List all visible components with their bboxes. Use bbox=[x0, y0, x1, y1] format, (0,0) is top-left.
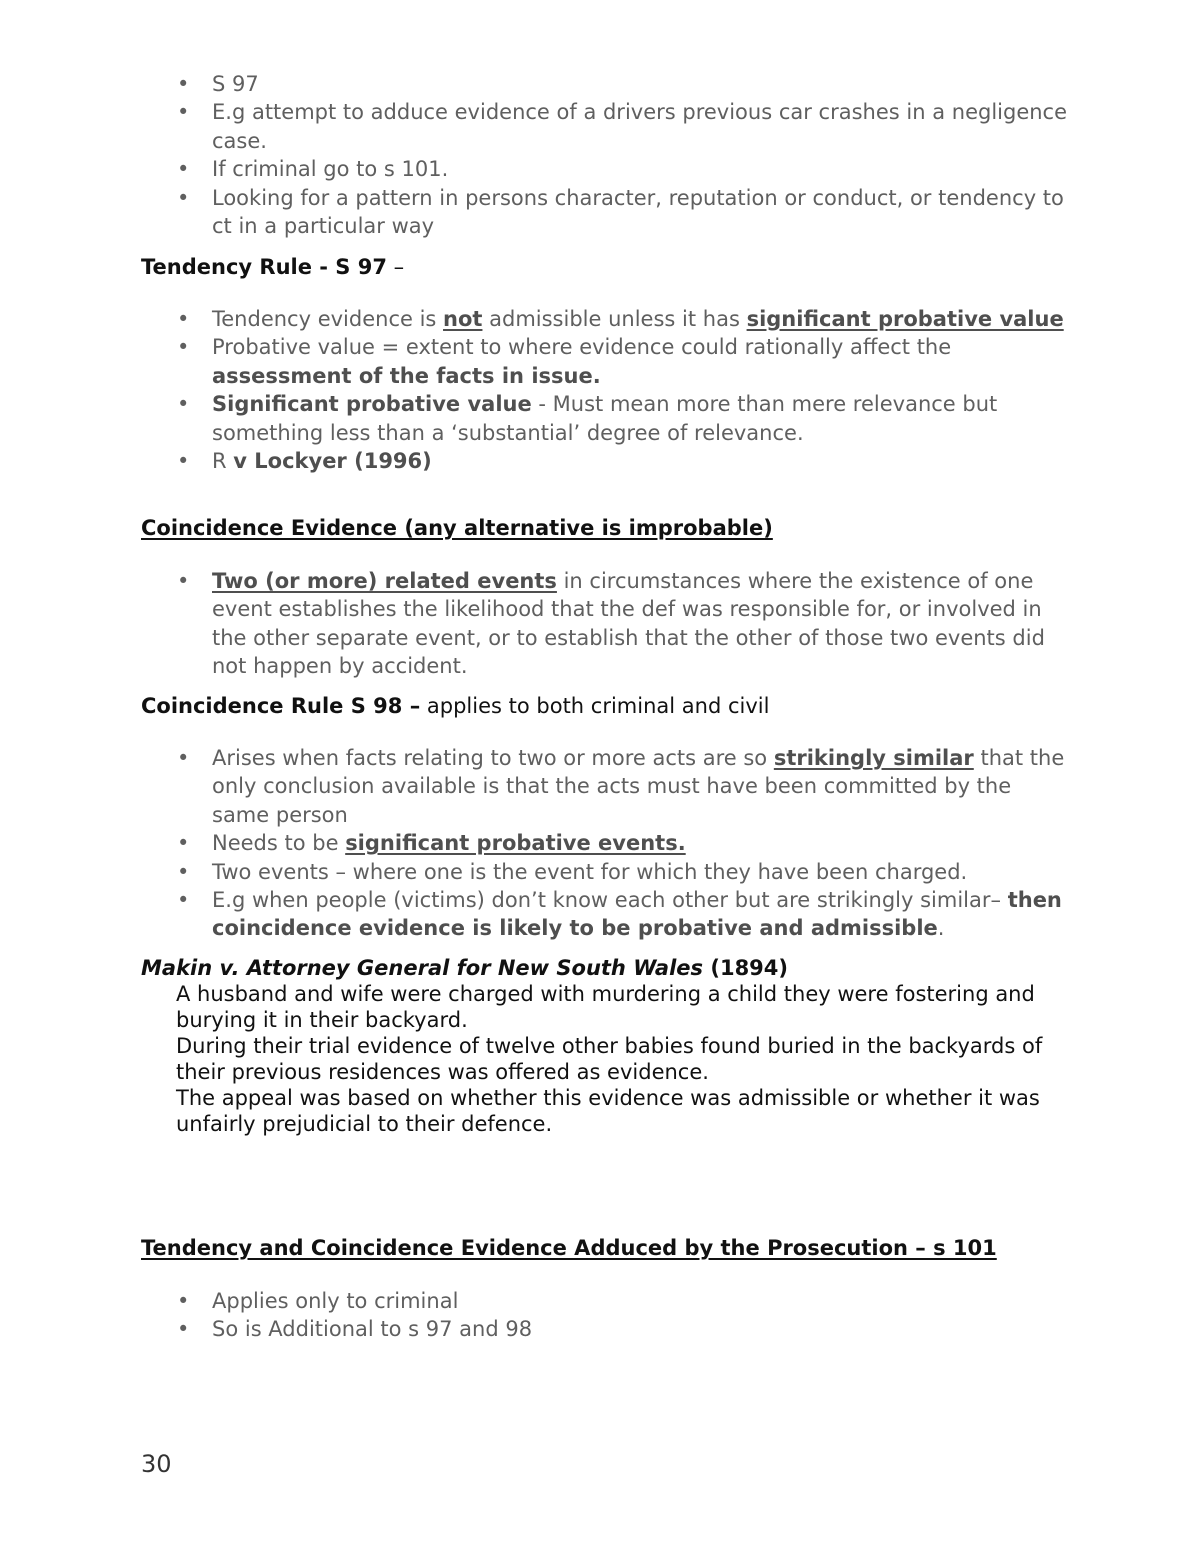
list-item: • Needs to be significant probative events. bbox=[141, 829, 1071, 857]
case-paragraph: A husband and wife were charged with murdering a child they were fostering and burying it in their backyard. bbox=[176, 982, 1035, 1032]
case-paragraph: During their trial evidence of twelve other babies found buried in the backyards of their previous residences was offered as evidence. bbox=[176, 1034, 1043, 1084]
case-title: Makin v. Attorney General for New South Wales (1894) bbox=[141, 956, 789, 980]
tendency-rule-heading: Tendency Rule - S 97 – bbox=[141, 255, 405, 279]
list-item: • Tendency evidence is not admissible unless it has significant probative value bbox=[141, 305, 1071, 333]
list-item: • Significant probative value - Must mean more than mere relevance but something less than a ‘substantial’ degree of relevance. bbox=[141, 390, 1071, 447]
coincidence-evidence-heading: Coincidence Evidence (any alternative is improbable) bbox=[141, 516, 773, 540]
prosecution-list bbox=[141, 1287, 1071, 1344]
list-item: • If criminal go to s 101. bbox=[141, 155, 1071, 183]
tendency-rule-list bbox=[141, 305, 1071, 475]
case-summary bbox=[176, 981, 1056, 1137]
list-item: • Two events – where one is the event for which they have been charged. bbox=[141, 858, 1071, 886]
list-item: • So is Additional to s 97 and 98 bbox=[141, 1315, 1071, 1343]
case-paragraph: The appeal was based on whether this evidence was admissible or whether it was unfairly prejudicial to their defence. bbox=[176, 1086, 1040, 1136]
list-item: • Probative value = extent to where evidence could rationally affect the assessment of the facts in issue. bbox=[141, 333, 1071, 390]
list-item: • Looking for a pattern in persons character, reputation or conduct, or tendency to ct in a particular way bbox=[141, 184, 1071, 241]
list-item: • S 97 bbox=[141, 70, 1071, 98]
list-item: • Applies only to criminal bbox=[141, 1287, 1071, 1315]
prosecution-heading: Tendency and Coincidence Evidence Adduced by the Prosecution – s 101 bbox=[141, 1236, 997, 1260]
coincidence-evidence-list bbox=[141, 567, 1071, 681]
list-item: • E.g attempt to adduce evidence of a drivers previous car crashes in a negligence case. bbox=[141, 98, 1071, 155]
coincidence-rule-heading: Coincidence Rule S 98 – applies to both criminal and civil bbox=[141, 694, 770, 718]
list-item: • Two (or more) related events in circumstances where the existence of one event establishes the likelihood that the def was responsible for, or involved in the other separate event, or to establish that the other of those two events did not happen by accident. bbox=[141, 567, 1071, 681]
list-item: • R v Lockyer (1996) bbox=[141, 447, 1071, 475]
intro-list bbox=[141, 70, 1071, 240]
list-item: • Arises when facts relating to two or more acts are so strikingly similar that the only conclusion available is that the acts must have been committed by the same person bbox=[141, 744, 1071, 829]
coincidence-rule-list bbox=[141, 744, 1071, 943]
list-item: • E.g when people (victims) don’t know each other but are strikingly similar– then coincidence evidence is likely to be probative and admissible. bbox=[141, 886, 1071, 943]
page-number: 30 bbox=[141, 1450, 172, 1478]
